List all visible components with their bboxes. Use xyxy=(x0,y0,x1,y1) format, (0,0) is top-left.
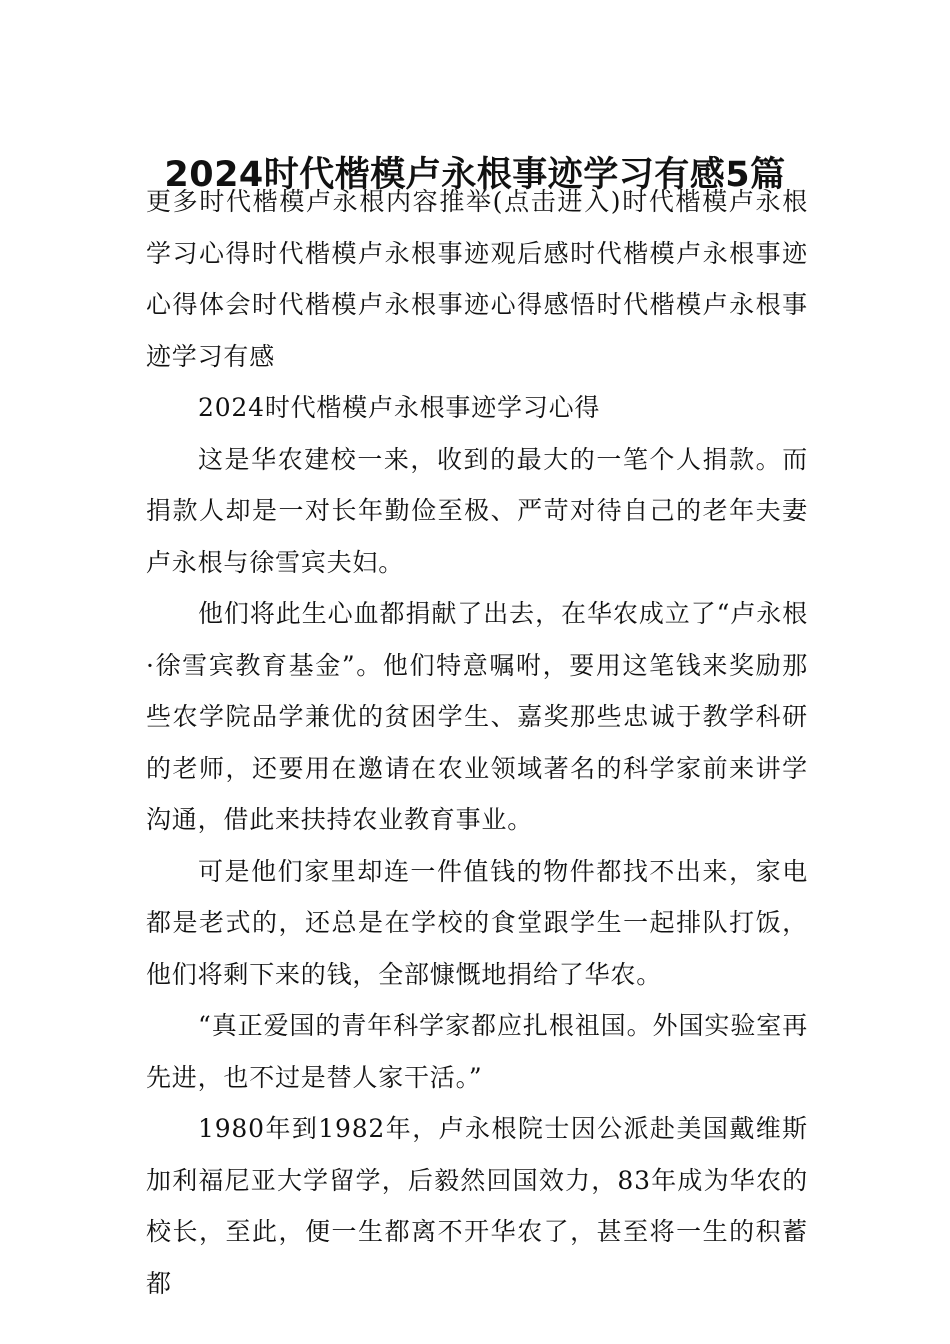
document-body xyxy=(146,176,808,1309)
paragraph: 他们将此生心血都捐献了出去，在华农成立了“卢永根·徐雪宾教育基金”。他们特意嘱咐，要用这笔钱来奖励那些农学院品学兼优的贫困学生、嘉奖那些忠诚于教学科研的老师，还要用在邀请在农业领域著名的科学家前来讲学沟通，借此来扶持农业教育事业。 xyxy=(146,599,808,834)
paragraph-related-links: 更多时代楷模卢永根内容推举(点击进入)时代楷模卢永根学习心得时代楷模卢永根事迹观后感时代楷模卢永根事迹心得体会时代楷模卢永根事迹心得感悟时代楷模卢永根事迹学习有感 xyxy=(146,187,808,371)
section-heading: 2024时代楷模卢永根事迹学习心得 xyxy=(198,393,601,422)
quote-paragraph: “真正爱国的青年科学家都应扎根祖国。外国实验室再先进，也不过是替人家干活。” xyxy=(146,1011,808,1092)
page-title: 2024时代楷模卢永根事迹学习有感5篇 xyxy=(164,155,786,196)
paragraph: 1980年到1982年，卢永根院士因公派赴美国戴维斯加利福尼亚大学留学，后毅然回国效力，83年成为华农的校长，至此，便一生都离不开华农了，甚至将一生的积蓄都 xyxy=(146,1114,808,1298)
paragraph: 这是华农建校一来，收到的最大的一笔个人捐款。而捐款人却是一对长年勤俭至极、严苛对待自己的老年夫妻卢永根与徐雪宾夫妇。 xyxy=(146,444,808,577)
paragraph: 可是他们家里却连一件值钱的物件都找不出来，家电都是老式的，还总是在学校的食堂跟学生一起排队打饭，他们将剩下来的钱，全部慷慨地捐给了华农。 xyxy=(146,856,808,989)
